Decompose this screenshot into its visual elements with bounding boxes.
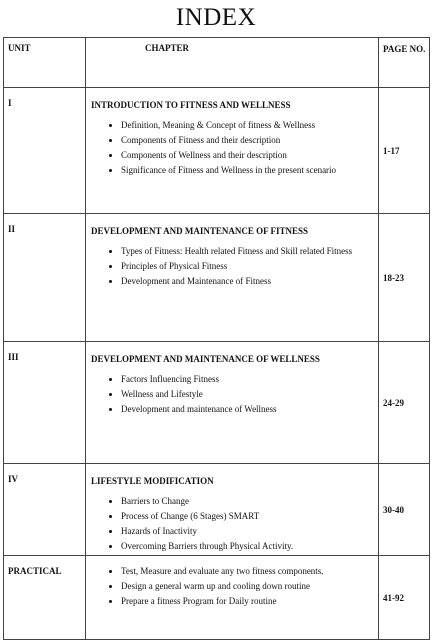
unit-cell: IV — [4, 464, 86, 556]
chapter-cell — [86, 214, 379, 342]
header-chapter: CHAPTER — [86, 38, 379, 88]
table-header-row — [4, 38, 430, 88]
chapter-cell — [86, 556, 379, 640]
list-item: • Components of Fitness and their description — [121, 133, 373, 147]
list-item: • Development and Maintenance of Fitness — [121, 274, 373, 288]
list-item: • Test, Measure and evaluate any two fitness components. — [121, 564, 373, 578]
topic-list — [91, 118, 373, 177]
header-page: PAGE NO. — [379, 38, 430, 88]
list-item: • Prepare a fitness Program for Daily routine — [121, 594, 373, 608]
unit-cell: PRACTICAL — [4, 556, 86, 640]
list-item: • Types of Fitness: Health related Fitness and Skill related Fitness — [121, 244, 373, 258]
page-cell: 1-17 — [379, 88, 430, 214]
table-row — [4, 464, 430, 556]
list-item: • Development and maintenance of Wellness — [121, 402, 373, 416]
topic-list — [91, 372, 373, 416]
page-cell: 18-23 — [379, 214, 430, 342]
page-cell: 41-92 — [379, 556, 430, 640]
table-row — [4, 556, 430, 640]
page-cell: 30-40 — [379, 464, 430, 556]
topic-list — [91, 564, 373, 608]
topic-list — [91, 244, 373, 288]
list-item: • Definition, Meaning & Concept of fitness & Wellness — [121, 118, 373, 132]
chapter-cell — [86, 464, 379, 556]
unit-cell: II — [4, 214, 86, 342]
list-item: • Significance of Fitness and Wellness in the present scenario — [121, 163, 373, 177]
index-table — [3, 37, 430, 640]
table-row — [4, 342, 430, 464]
list-item: • Hazards of Inactivity — [121, 524, 373, 538]
chapter-title: DEVELOPMENT AND MAINTENANCE OF WELLNESS — [91, 354, 320, 364]
list-item: • Process of Change (6 Stages) SMART — [121, 509, 373, 523]
page-title: INDEX — [175, 4, 257, 31]
table-row — [4, 214, 430, 342]
list-item: • Overcoming Barriers through Physical Activity. — [121, 539, 373, 553]
list-item: • Barriers to Change — [121, 494, 373, 508]
chapter-cell — [86, 342, 379, 464]
chapter-title: DEVELOPMENT AND MAINTENANCE OF FITNESS — [91, 226, 309, 236]
topic-list — [91, 494, 373, 553]
chapter-title: INTRODUCTION TO FITNESS AND WELLNESS — [91, 100, 291, 110]
list-item: • Design a general warm up and cooling down routine — [121, 579, 373, 593]
chapter-cell — [86, 88, 379, 214]
list-item: • Wellness and Lifestyle — [121, 387, 373, 401]
list-item: • Components of Wellness and their description — [121, 148, 373, 162]
chapter-title: LIFESTYLE MODIFICATION — [91, 476, 214, 486]
table-row — [4, 88, 430, 214]
list-item: • Factors Influencing Fitness — [121, 372, 373, 386]
unit-cell: III — [4, 342, 86, 464]
unit-cell: I — [4, 88, 86, 214]
list-item: • Principles of Physical Fitness — [121, 259, 373, 273]
header-unit: UNIT — [4, 38, 86, 88]
page-cell: 24-29 — [379, 342, 430, 464]
